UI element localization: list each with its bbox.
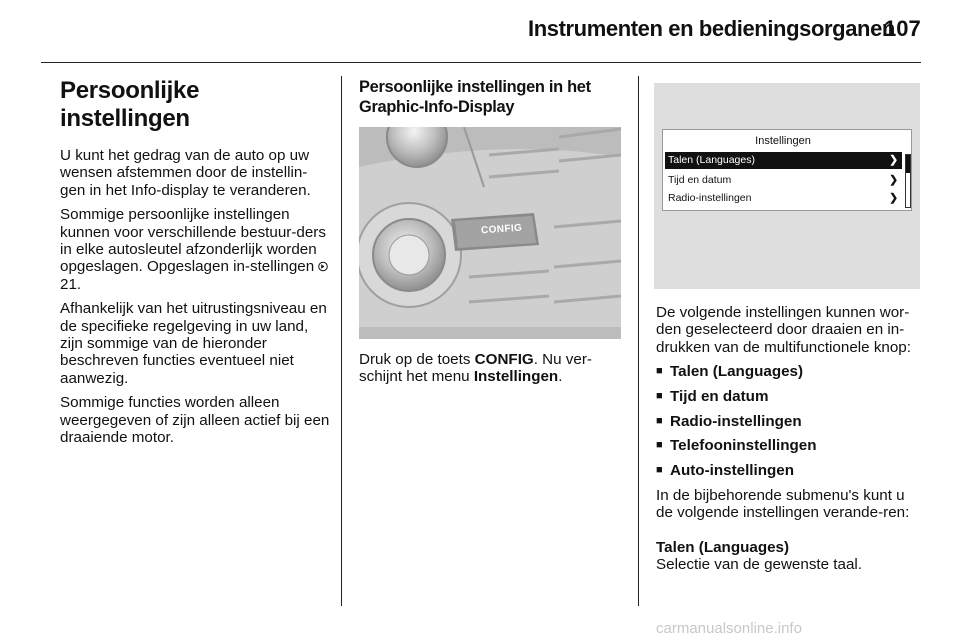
paragraph-submenus: In de bijbehorende submenu's kunt u de volgende instellingen verande-ren:: [656, 486, 910, 522]
display-title: Instellingen: [755, 135, 811, 147]
column-3: [656, 304, 924, 573]
display-scrollbar[interactable]: [905, 154, 911, 208]
instruction-pre: Druk op de toets: [359, 351, 475, 368]
instruction-mid: . Nu ver-schijnt het menu: [359, 351, 592, 386]
section-heading: [60, 77, 332, 133]
paragraph-engine: Sommige functies worden alleen weergegeven of zijn alleen actief bij een draaiende motor.: [60, 394, 330, 447]
config-key-label: CONFIG: [480, 222, 523, 237]
page-number: 107: [884, 16, 921, 41]
watermark: carmanualsonline.info: [656, 620, 802, 637]
chevron-right-icon: ❯: [889, 192, 898, 204]
info-display-illustration: [654, 83, 920, 289]
display-row-label: Tijd en datum: [668, 174, 732, 186]
paragraph-selectable: De volgende instellingen kunnen wor-den geselecteerd door draaien en in-drukken van de multifunctionele knop:: [656, 304, 911, 356]
display-row-radio[interactable]: [665, 190, 902, 207]
instruction-end: .: [558, 368, 563, 386]
paragraph-equipment: Afhankelijk van het uitrustingsniveau en de specifieke regelgeving in uw land, zijn sommige van de hieronder beschreven functies eventueel niet aanwezig.: [60, 300, 327, 387]
subtext-languages: Selectie van de gewenste taal.: [656, 555, 863, 573]
section-heading-line1: Persoonlijke: [60, 77, 200, 104]
chevron-right-icon: ❯: [889, 154, 898, 166]
paragraph-drivers-text: Sommige persoonlijke instellingen kunnen voor verschillende bestuur-ders in elke autosleutel afzonderlijk worden opgeslagen. Opgeslagen in-stellingen: [60, 206, 326, 276]
arrow-ref-icon: [318, 261, 328, 272]
column-2-instruction: [359, 351, 624, 393]
section-heading-line2: instellingen: [60, 105, 190, 132]
settings-menu-list: [656, 363, 924, 479]
display-row-languages[interactable]: [665, 152, 902, 169]
column-2: [359, 77, 624, 117]
column-divider-left: [341, 76, 342, 606]
subheading-languages: Talen (Languages): [656, 538, 790, 556]
display-row-label: Talen (Languages): [668, 154, 755, 166]
scrollbar-thumb[interactable]: [906, 155, 910, 173]
list-item: ■ Talen (Languages): [656, 363, 924, 380]
page-header-title: Instrumenten en bedieningsorganen: [528, 16, 895, 41]
list-item: ■ Auto-instellingen: [656, 462, 924, 479]
instruction-menu: Instellingen: [473, 368, 559, 386]
header-rule: [41, 62, 921, 63]
column-1: [60, 77, 332, 454]
page-reference[interactable]: 21.: [60, 275, 82, 293]
list-item: ■ Tijd en datum: [656, 388, 924, 405]
config-button-photo: [359, 127, 621, 339]
column-divider-right: [638, 76, 639, 606]
display-row-time-date[interactable]: [665, 172, 902, 189]
paragraph-intro: U kunt het gedrag van de auto op uw wensen afstemmen door de instellin-gen in het Info-display te veranderen.: [60, 147, 311, 199]
instruction-text: [359, 351, 624, 386]
display-screen: [662, 129, 912, 211]
display-row-label: Radio-instellingen: [668, 192, 752, 204]
list-item: ■ Telefooninstellingen: [656, 437, 924, 454]
list-item: ■ Radio-instellingen: [656, 413, 924, 430]
instruction-key: CONFIG: [474, 351, 534, 368]
paragraph-drivers: [60, 206, 332, 293]
chevron-right-icon: ❯: [889, 174, 898, 186]
subsection-heading: Persoonlijke instellingen in het Graphic-Info-Display: [359, 78, 591, 116]
